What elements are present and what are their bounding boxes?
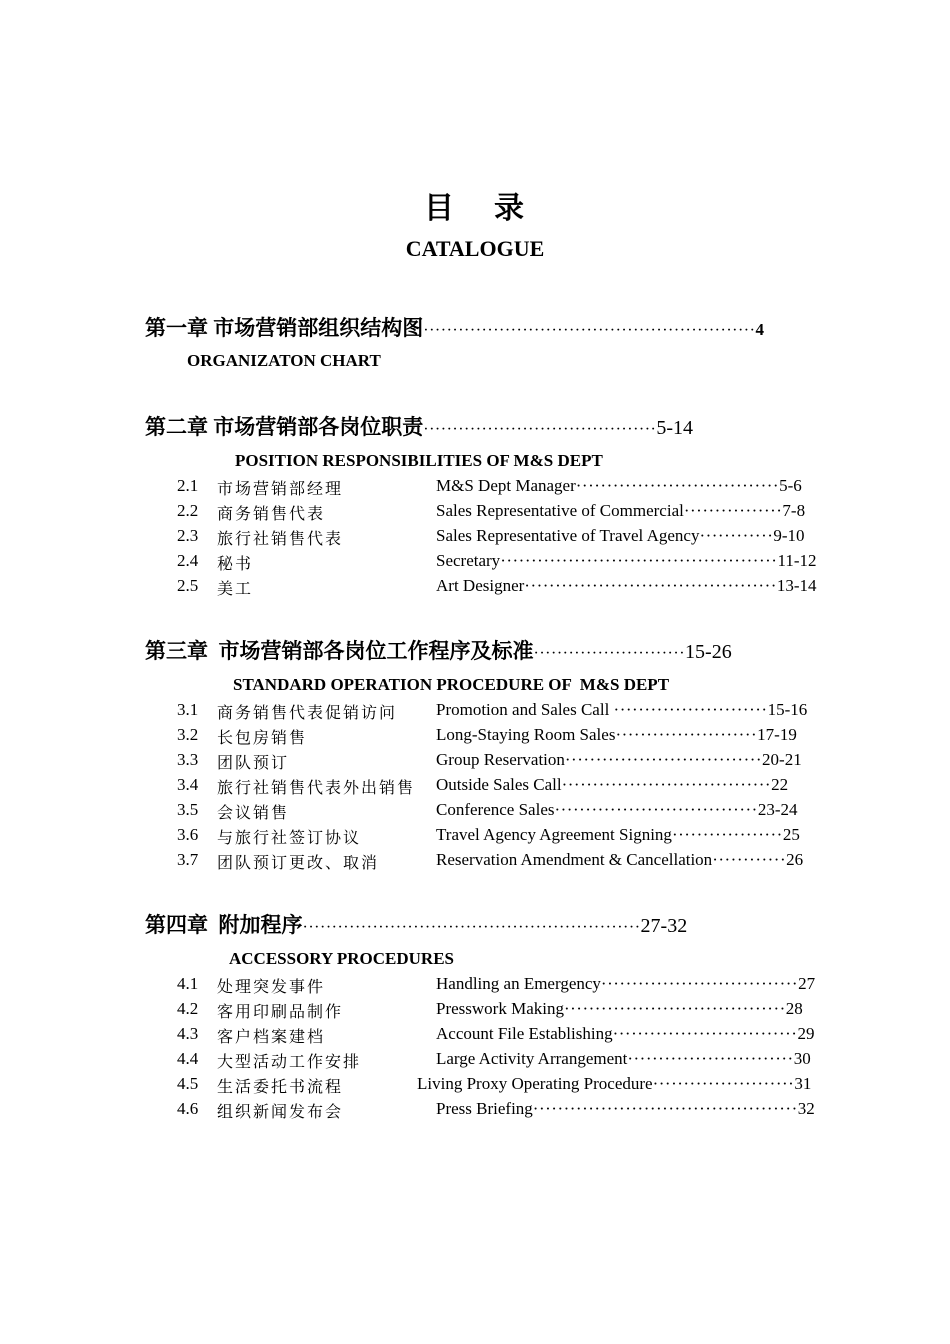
item-page: 17-19	[757, 725, 797, 744]
list-item	[0, 999, 950, 1023]
item-number: 2.2	[177, 501, 199, 520]
chapter-1-heading	[145, 312, 764, 342]
item-number: 3.3	[177, 750, 199, 769]
list-item	[0, 1024, 950, 1048]
list-item	[0, 1049, 950, 1073]
page-title-en: CATALOGUE	[405, 236, 545, 261]
page-title-cn: 目 录	[424, 192, 526, 225]
item-title-cn: 旅行社销售代表	[217, 531, 344, 548]
chapter-4-subtitle: ACCESSORY PROCEDURES	[229, 949, 455, 968]
item-title-en: Account File Establishing······························29	[436, 1024, 815, 1043]
item-number: 4.3	[177, 1024, 199, 1043]
item-title-cn: 团队预订更改、取消	[217, 855, 380, 872]
item-page: 32	[797, 1099, 815, 1118]
item-title-cn: 处理突发事件	[217, 979, 326, 996]
item-title-en: Sales Representative of Travel Agency············9-10	[436, 526, 805, 545]
item-title-en: Reservation Amendment & Cancellation············26	[436, 850, 804, 869]
chapter-3-heading	[145, 635, 732, 665]
chapter-3-page: 15-26	[685, 641, 732, 663]
item-title-en: Large Activity Arrangement···························30	[436, 1049, 811, 1068]
item-title-en: Outside Sales Call··································22	[436, 775, 789, 794]
list-item	[0, 501, 950, 525]
chapter-4-title: 第四章 附加程序	[145, 913, 303, 937]
item-number: 2.1	[177, 476, 199, 495]
item-title-cn: 客户档案建档	[217, 1029, 326, 1046]
item-title-en: Art Designer·········································13-14	[436, 576, 817, 595]
list-item	[0, 476, 950, 500]
item-number: 4.2	[177, 999, 199, 1018]
list-item	[0, 576, 950, 600]
item-number: 4.1	[177, 974, 199, 993]
item-title-en: Promotion and Sales Call ·························15-16	[436, 700, 808, 719]
item-title-cn: 美工	[217, 581, 254, 598]
item-title-en: Sales Representative of Commercial················7-8	[436, 501, 806, 520]
list-item	[0, 1099, 950, 1123]
item-number: 4.6	[177, 1099, 199, 1118]
item-title-cn: 生活委托书流程	[217, 1079, 344, 1096]
chapter-4-heading	[145, 909, 687, 939]
chapter-1-subtitle: ORGANIZATON CHART	[187, 351, 381, 370]
item-page: 22	[771, 775, 789, 794]
item-title-en: Group Reservation································20-21	[436, 750, 802, 769]
chapter-2-subtitle: POSITION RESPONSIBILITIES OF M&S DEPT	[235, 451, 603, 470]
item-page: 20-21	[762, 750, 802, 769]
item-number: 4.4	[177, 1049, 199, 1068]
item-page: 11-12	[777, 551, 817, 570]
item-title-cn: 秘书	[217, 556, 254, 573]
list-item	[0, 850, 950, 874]
item-title-en: Press Briefing···········································32	[436, 1099, 815, 1118]
list-item	[0, 800, 950, 824]
item-page: 29	[797, 1024, 815, 1043]
chapter-1-title: 第一章 市场营销部组织结构图	[145, 316, 424, 340]
item-title-cn: 与旅行社签订协议	[217, 830, 362, 847]
item-page: 30	[793, 1049, 811, 1068]
item-page: 15-16	[767, 700, 808, 719]
list-item	[0, 974, 950, 998]
item-number: 3.1	[177, 700, 199, 719]
chapter-4-leader: ··························································	[302, 919, 641, 936]
list-item	[0, 700, 950, 724]
list-item	[0, 750, 950, 774]
list-item	[0, 725, 950, 749]
list-item	[0, 551, 950, 575]
item-page: 5-6	[779, 476, 802, 495]
item-page: 9-10	[773, 526, 805, 545]
item-title-cn: 长包房销售	[217, 730, 308, 747]
item-page: 27	[798, 974, 816, 993]
item-page: 13-14	[776, 576, 817, 595]
list-item	[0, 775, 950, 799]
list-item	[0, 526, 950, 550]
list-item	[0, 825, 950, 849]
chapter-1-page: 4	[755, 320, 764, 339]
chapter-2-leader: ········································	[423, 421, 657, 438]
item-title-en: Presswork Making····································28	[436, 999, 803, 1018]
item-page: 26	[786, 850, 804, 869]
item-title-en: Handling an Emergency································27	[436, 974, 816, 993]
item-number: 3.2	[177, 725, 199, 744]
item-number: 4.5	[177, 1074, 199, 1093]
chapter-3-subtitle: STANDARD OPERATION PROCEDURE OF M&S DEPT	[233, 675, 670, 694]
item-number: 2.3	[177, 526, 199, 545]
item-title-cn: 旅行社销售代表外出销售	[217, 780, 416, 797]
item-title-cn: 市场营销部经理	[217, 481, 344, 498]
item-title-cn: 大型活动工作安排	[217, 1054, 362, 1071]
chapter-2-title: 第二章 市场营销部各岗位职责	[145, 415, 424, 439]
chapter-2-page: 5-14	[656, 417, 694, 439]
item-title-en: Conference Sales·································23-24	[436, 800, 798, 819]
item-title-en: Living Proxy Operating Procedure·······················31	[417, 1074, 812, 1093]
item-number: 3.7	[177, 850, 199, 869]
item-title-cn: 商务销售代表促销访问	[217, 705, 398, 722]
item-page: 28	[785, 999, 803, 1018]
item-number: 2.5	[177, 576, 199, 595]
chapter-4-page: 27-32	[640, 915, 688, 937]
item-title-cn: 会议销售	[217, 805, 290, 822]
chapter-3-title: 第三章 市场营销部各岗位工作程序及标准	[145, 639, 534, 663]
item-title-cn: 团队预订	[217, 755, 290, 772]
item-number: 3.5	[177, 800, 199, 819]
item-title-en: Secretary·············································11-12	[436, 551, 817, 570]
item-title-cn: 组织新闻发布会	[217, 1104, 344, 1121]
item-page: 23-24	[757, 800, 798, 819]
item-page: 25	[782, 825, 800, 844]
item-title-en: Travel Agency Agreement Signing··················25	[436, 825, 800, 844]
chapter-2-heading	[145, 411, 693, 441]
item-number: 3.4	[177, 775, 199, 794]
item-number: 2.4	[177, 551, 199, 570]
item-number: 3.6	[177, 825, 199, 844]
item-page: 31	[794, 1074, 812, 1093]
chapter-1-leader: ·························································	[423, 322, 756, 339]
item-page: 7-8	[782, 501, 806, 520]
item-title-cn: 商务销售代表	[217, 506, 326, 523]
item-title-cn: 客用印刷品制作	[217, 1004, 344, 1021]
chapter-3-leader: ··························	[533, 645, 686, 662]
list-item	[0, 1074, 950, 1098]
item-title-en: M&S Dept Manager·································5-6	[436, 476, 802, 495]
item-title-en: Long-Staying Room Sales·······················17-19	[436, 725, 797, 744]
